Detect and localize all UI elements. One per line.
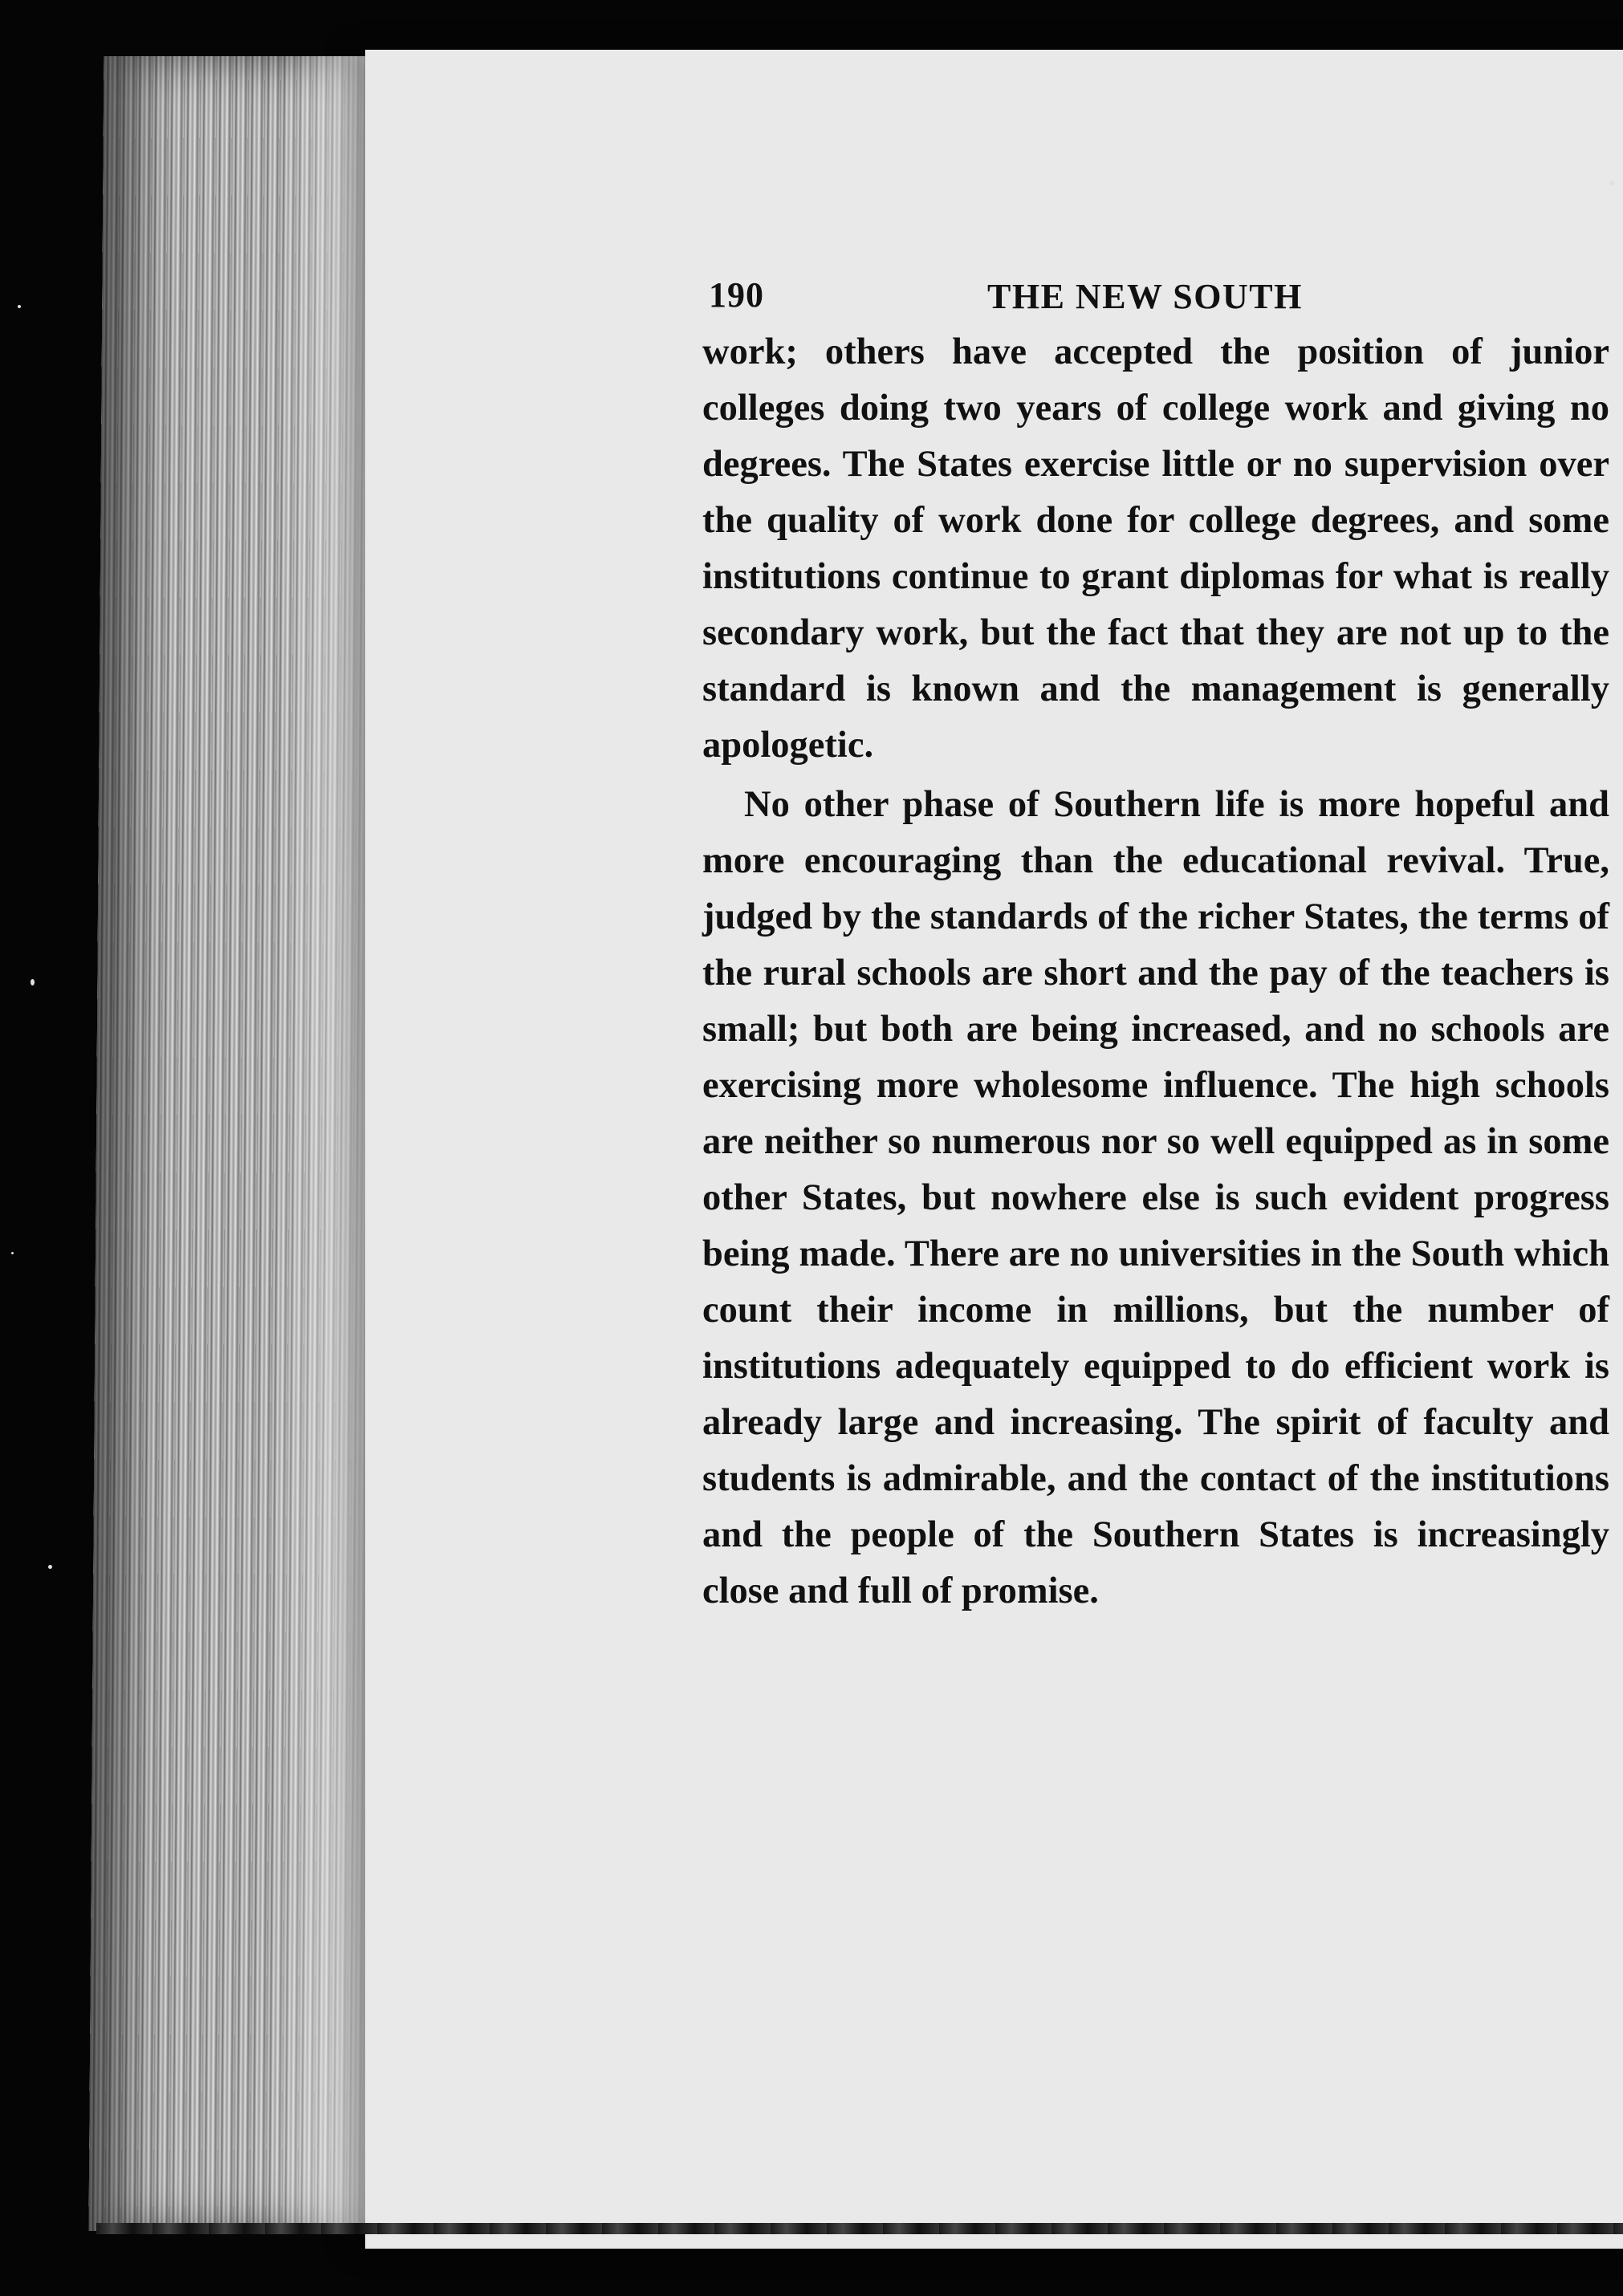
- paragraph: No other phase of Southern life is more hopeful and more encouraging than the educational revival. True, judged by the standards of the richer States, the terms of the rural schools are short and the pay of the teachers is small; but both are being increased, and no schools are exercising more wholesome influence. The high schools are neither so numerous nor so well equipped as in some other States, but nowhere else is such evident progress being made. There are no universities in the South which count their income in millions, but the number of institutions adequately equipped to do efficient work is already large and increasing. The spirit of faculty and students is admirable, and the contact of the institutions and the people of the Southern States is increasingly close and full of promise.: [702, 784, 1609, 1611]
- running-header: [702, 218, 1609, 316]
- body-text: [702, 324, 1609, 1619]
- page-sheet: [365, 50, 1623, 2249]
- scan-speck: [11, 1252, 14, 1254]
- page-number: 190: [709, 275, 764, 315]
- running-title: THE NEW SOUTH: [987, 277, 1303, 316]
- scan-speck: [1609, 181, 1614, 185]
- page-content: [702, 218, 1609, 1619]
- page-bottom-edge: [96, 2223, 1623, 2234]
- scan-speck: [48, 1565, 52, 1569]
- scan-speck: [18, 305, 21, 308]
- book-page-edges: [89, 56, 393, 2231]
- paragraph: work; others have accepted the position of junior colleges doing two years of college work and giving no degrees. The States exercise little or no supervision over the quality of work done for college degrees, and some institutions continue to grant diplomas for what is really secondary work, but the fact that they are not up to the standard is known and the management is generally apologetic.: [702, 331, 1609, 766]
- scan-speck: [31, 979, 35, 985]
